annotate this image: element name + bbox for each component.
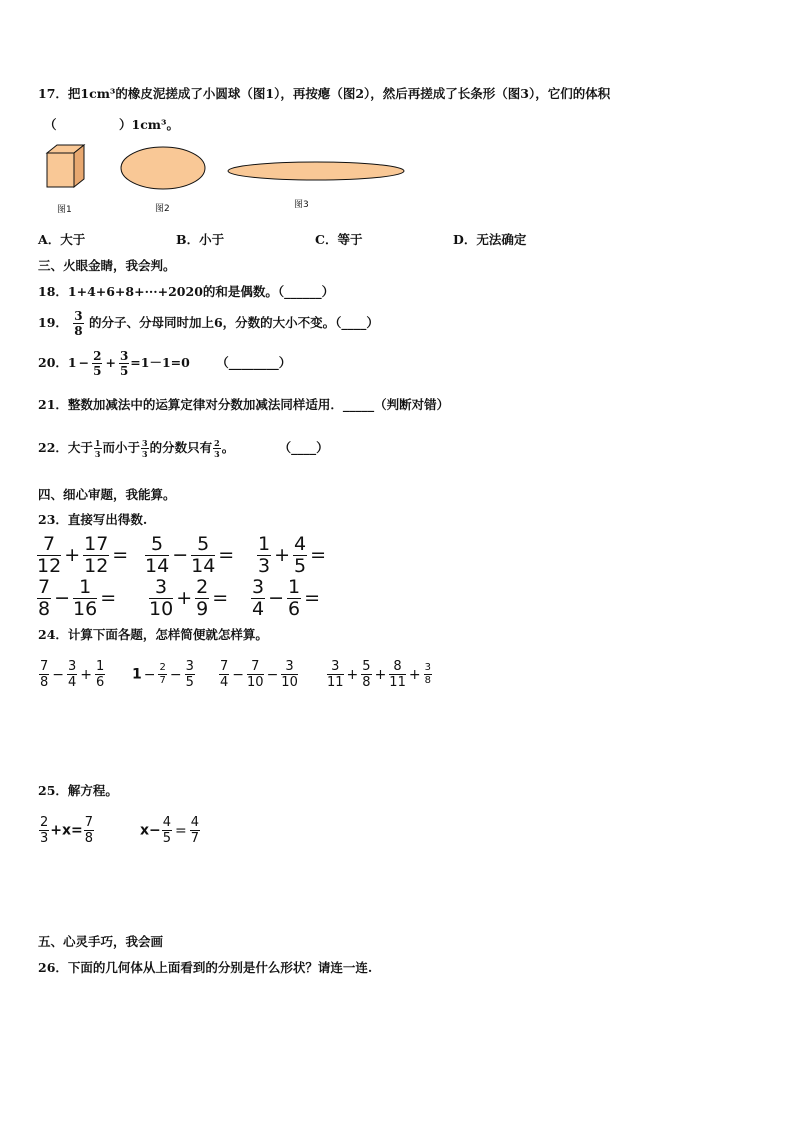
option-a[interactable]: A．大于: [38, 232, 86, 247]
denominator: 5: [93, 364, 102, 378]
operator: +: [80, 666, 93, 683]
numerator: 7: [220, 659, 229, 674]
numerator: 2: [40, 815, 49, 830]
fraction-3-5: [119, 350, 129, 377]
question-21: 21．整数加减法中的运算定律对分数加减法同样适用．_____（判断对错）: [38, 397, 450, 412]
cube-side: [74, 145, 84, 187]
denominator: 4: [220, 675, 229, 690]
operator: +: [274, 544, 291, 566]
denominator: 14: [191, 555, 216, 577]
option-c[interactable]: C．等于: [315, 232, 363, 247]
numerator: 1: [258, 533, 271, 555]
fraction-3-8: [73, 310, 83, 337]
denominator: 8: [38, 598, 51, 620]
ellipse-shape: [121, 147, 205, 189]
operator: −: [232, 666, 245, 683]
operator: −: [266, 666, 279, 683]
numerator: 4: [162, 815, 172, 830]
numerator: 3: [281, 660, 298, 675]
answer-blank[interactable]: （________）: [216, 355, 292, 370]
numerator: 2: [93, 349, 102, 363]
numerator: 2: [159, 662, 166, 673]
numerator: 8: [389, 660, 406, 675]
q25-equation-1: [38, 816, 95, 845]
q24-expr-2: [132, 660, 196, 689]
text-less: 而小于: [102, 440, 141, 455]
numerator: 7: [40, 659, 49, 674]
section-5-heading: 五、心灵手巧，我会画: [38, 934, 164, 949]
denominator: 7: [159, 675, 166, 686]
operator: +: [374, 666, 387, 683]
question-22-number: 22．: [38, 440, 68, 455]
figure-1-label: 图1: [57, 205, 72, 215]
question-17-line1: 17．把1cm³的橡皮泥搓成了小圆球（图1），再按瘪（图2），然后再搓成了长条形（图3），它们的体积: [38, 86, 611, 101]
numerator: 2: [214, 438, 220, 448]
operator: +: [408, 666, 421, 683]
question-19-text: 的分子、分母同时加上6，分数的大小不变。（____）: [88, 315, 379, 330]
q23-expr-2: $\frac{5}{14}$ − $\frac{5}{14}$ =: [145, 533, 235, 577]
denominator: 11: [389, 675, 406, 690]
numerator: 3: [68, 659, 77, 674]
denominator: 8: [40, 675, 49, 690]
numerator: 3: [74, 309, 83, 323]
option-b[interactable]: B．小于: [176, 232, 225, 247]
denominator: 4: [68, 675, 77, 690]
q24-expr-4: [326, 660, 433, 689]
figure-3-label: 图3: [294, 200, 309, 210]
q24-expr-3: [218, 660, 299, 689]
denominator: 8: [424, 675, 431, 686]
whole-number: 1: [132, 666, 142, 683]
whole-number: 1: [67, 355, 77, 370]
q24-expr-1: [38, 660, 106, 689]
numerator: 3: [327, 660, 344, 675]
numerator: 3: [252, 576, 265, 598]
question-19-number: 19．: [38, 315, 68, 330]
numerator: 1: [73, 578, 97, 599]
equation-middle: +x=: [50, 822, 83, 839]
fraction-2-3: [213, 439, 221, 458]
question-17-line2: （ ）1cm³。: [44, 117, 180, 132]
question-20-number: 20．: [38, 355, 68, 370]
denominator: 10: [247, 675, 264, 690]
numerator: 5: [145, 535, 169, 556]
denominator: 5: [294, 555, 307, 577]
equation-lead: x−: [140, 822, 161, 839]
numerator: 2: [196, 576, 209, 598]
section-3-heading: 三、火眼金睛，我会判。: [38, 258, 176, 273]
answer-blank[interactable]: （____）: [278, 440, 329, 455]
denominator: 3: [94, 449, 101, 459]
operator: −: [169, 666, 182, 683]
question-26: 26．下面的几何体从上面看到的分别是什么形状？请连一连.: [38, 960, 373, 975]
figure-long-strip: [226, 160, 406, 182]
numerator: 17: [84, 533, 109, 555]
numerator: 3: [149, 578, 173, 599]
denominator: 8: [362, 675, 371, 690]
denominator: 12: [84, 555, 109, 577]
denominator: 4: [252, 598, 265, 620]
denominator: 3: [214, 449, 220, 459]
numerator: 7: [84, 815, 94, 830]
equals-sign: =: [175, 822, 187, 839]
fraction-3-3: [141, 439, 149, 458]
figure-cube: [44, 143, 88, 191]
figure-2-label: 图2: [155, 204, 170, 214]
denominator: 5: [119, 364, 129, 378]
question-20-result: =1－1=0: [130, 355, 190, 370]
q23-expr-4: $\frac{7}{8}$ − $\frac{1}{16}$ =: [38, 576, 117, 620]
question-22: [38, 438, 329, 458]
question-20: 20．1 − $\frac{2}{5}$ + $\frac{3}{5}$ =1－1=0 （________）: [38, 349, 292, 378]
question-18: 18．1+4+6+8+···+2020的和是偶数。（______）: [38, 284, 335, 299]
operator: +: [64, 544, 81, 566]
denominator: 8: [74, 324, 83, 338]
numerator: 7: [37, 535, 61, 556]
denominator: 7: [190, 831, 200, 846]
denominator: 10: [281, 675, 298, 690]
numerator: 1: [94, 438, 101, 448]
numerator: 7: [247, 660, 264, 675]
numerator: 3: [185, 659, 194, 674]
numerator: 7: [38, 576, 51, 598]
numerator: 4: [294, 533, 307, 555]
fraction-2-5: [92, 350, 102, 377]
strip-shape: [228, 162, 404, 180]
cube-front: [47, 153, 74, 187]
denominator: 6: [288, 598, 301, 620]
q23-expr-5: $\frac{3}{10}$ + $\frac{2}{9}$ =: [149, 576, 229, 620]
denominator: 8: [84, 831, 94, 846]
q25-equation-2: [140, 816, 201, 845]
operator: +: [346, 666, 359, 683]
q23-expr-1: $\frac{7}{12}$ + $\frac{17}{12}$ =: [37, 533, 129, 577]
operator: −: [54, 587, 71, 609]
denominator: 3: [40, 831, 49, 846]
operator: −: [268, 587, 285, 609]
operator: −: [52, 666, 65, 683]
figure-flattened-ball: [119, 145, 207, 191]
operator: −: [172, 544, 189, 566]
numerator: 3: [142, 438, 148, 448]
q23-expr-3: $\frac{1}{3}$ + $\frac{4}{5}$ =: [258, 533, 327, 577]
question-25-title: 25．解方程。: [38, 783, 118, 798]
denominator: 16: [73, 598, 98, 620]
denominator: 5: [162, 831, 172, 846]
numerator: 3: [119, 349, 129, 363]
denominator: 6: [96, 675, 105, 690]
denominator: 10: [149, 598, 174, 620]
section-4-heading: 四、细心审题，我能算。: [38, 487, 176, 502]
denominator: 14: [145, 555, 170, 577]
question-24-title: 24．计算下面各题，怎样简便就怎样算。: [38, 627, 268, 642]
numerator: 5: [191, 535, 215, 556]
denominator: 3: [258, 555, 271, 577]
numerator: 3: [424, 662, 431, 673]
denominator: 9: [196, 598, 209, 620]
numerator: 1: [96, 659, 105, 674]
fraction-1-3: [94, 439, 102, 458]
question-23-title: 23．直接写出得数.: [38, 512, 148, 527]
denominator: 3: [142, 449, 148, 459]
denominator: 12: [37, 555, 62, 577]
q23-expr-6: $\frac{3}{4}$ − $\frac{1}{6}$ =: [252, 576, 321, 620]
text-period: 。: [221, 440, 235, 455]
operator: −: [143, 666, 156, 683]
numerator: 4: [190, 815, 200, 830]
numerator: 1: [288, 576, 301, 598]
denominator: 11: [327, 675, 344, 690]
text-only: 的分数只有: [149, 440, 213, 455]
denominator: 5: [185, 675, 194, 690]
operator: +: [176, 587, 193, 609]
question-19: [38, 310, 379, 337]
numerator: 5: [362, 659, 371, 674]
option-d[interactable]: D．无法确定: [453, 232, 527, 247]
text-greater: 大于: [67, 440, 93, 455]
